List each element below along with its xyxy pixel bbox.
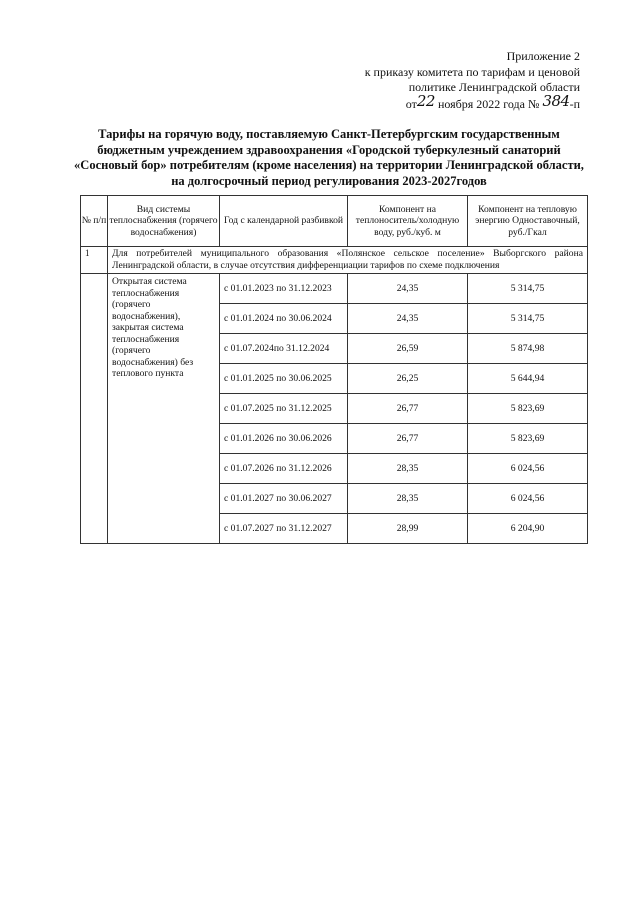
appendix-authority-line: политике Ленинградской области xyxy=(408,80,580,94)
period-cell: с 01.07.2026 по 31.12.2026 xyxy=(220,454,348,484)
order-suffix: -п xyxy=(569,96,580,111)
group-description: Для потребителей муниципального образования «Полянское сельское поселение» Выборгского района Ленинградской области, в случае отсутствия дифференциации тарифов по схеме подключения xyxy=(108,247,588,274)
group-number: 1 xyxy=(81,247,108,274)
heat-component-cell: 6 204,90 xyxy=(468,514,588,544)
period-cell: с 01.01.2024 по 30.06.2024 xyxy=(220,304,348,334)
header-number: № п/п xyxy=(81,196,108,247)
date-prefix: от xyxy=(405,96,417,111)
water-component-cell: 28,35 xyxy=(348,454,468,484)
table-header-row xyxy=(81,196,588,247)
table-row xyxy=(81,274,588,304)
heat-component-cell: 6 024,56 xyxy=(468,484,588,514)
heat-component-cell: 5 874,98 xyxy=(468,334,588,364)
header-water-component: Компонент на теплоноситель/холодную воду, руб./куб. м xyxy=(348,196,468,247)
heat-component-cell: 6 024,56 xyxy=(468,454,588,484)
heat-component-cell: 5 823,69 xyxy=(468,424,588,454)
appendix-date-line xyxy=(320,91,580,113)
water-component-cell: 26,59 xyxy=(348,334,468,364)
water-component-cell: 26,25 xyxy=(348,364,468,394)
heat-component-cell: 5 314,75 xyxy=(468,304,588,334)
group-row xyxy=(81,247,588,274)
tariff-table xyxy=(80,195,588,544)
water-component-cell: 26,77 xyxy=(348,394,468,424)
period-cell: с 01.07.2027 по 31.12.2027 xyxy=(220,514,348,544)
period-cell: с 01.01.2025 по 30.06.2025 xyxy=(220,364,348,394)
header-period: Год с календарной разбивкой xyxy=(220,196,348,247)
water-component-cell: 24,35 xyxy=(348,304,468,334)
water-component-cell: 28,35 xyxy=(348,484,468,514)
period-cell: с 01.07.2024по 31.12.2024 xyxy=(220,334,348,364)
handwritten-day: 22 xyxy=(416,91,435,110)
system-type-cell: Открытая система теплоснабжения (горячего водоснабжения), закрытая система теплоснабжения (горячего водоснабжения) без теплового пункта xyxy=(108,274,220,544)
appendix-header xyxy=(320,49,580,112)
period-cell: с 01.01.2027 по 30.06.2027 xyxy=(220,484,348,514)
water-component-cell: 26,77 xyxy=(348,424,468,454)
period-cell: с 01.01.2026 по 30.06.2026 xyxy=(220,424,348,454)
appendix-title: Приложение 2 xyxy=(506,49,580,63)
heat-component-cell: 5 314,75 xyxy=(468,274,588,304)
header-heat-component: Компонент на тепловую энергию Одноставочный, руб./Гкал xyxy=(468,196,588,247)
heat-component-cell: 5 644,94 xyxy=(468,364,588,394)
date-rest: ноября 2022 года № xyxy=(437,96,540,111)
appendix-order-line: к приказу комитета по тарифам и ценовой xyxy=(364,64,580,79)
period-cell: с 01.01.2023 по 31.12.2023 xyxy=(220,274,348,304)
document-title: Тарифы на горячую воду, поставляемую Санкт-Петербургским государственным бюджетным учреждением здравоохранения «Городской туберкулезный санаторий «Сосновый бор» потребителям (кроме населения) на территории Ленинградской области, на долгосрочный период регулирования 2023-2027годов xyxy=(74,127,584,188)
water-component-cell: 28,99 xyxy=(348,514,468,544)
period-cell: с 01.07.2025 по 31.12.2025 xyxy=(220,394,348,424)
handwritten-order-number: 384 xyxy=(542,91,570,110)
heat-component-cell: 5 823,69 xyxy=(468,394,588,424)
water-component-cell: 24,35 xyxy=(348,274,468,304)
number-cell-empty xyxy=(81,274,108,544)
header-system-type: Вид системы теплоснабжения (горячего водоснабжения) xyxy=(108,196,220,247)
